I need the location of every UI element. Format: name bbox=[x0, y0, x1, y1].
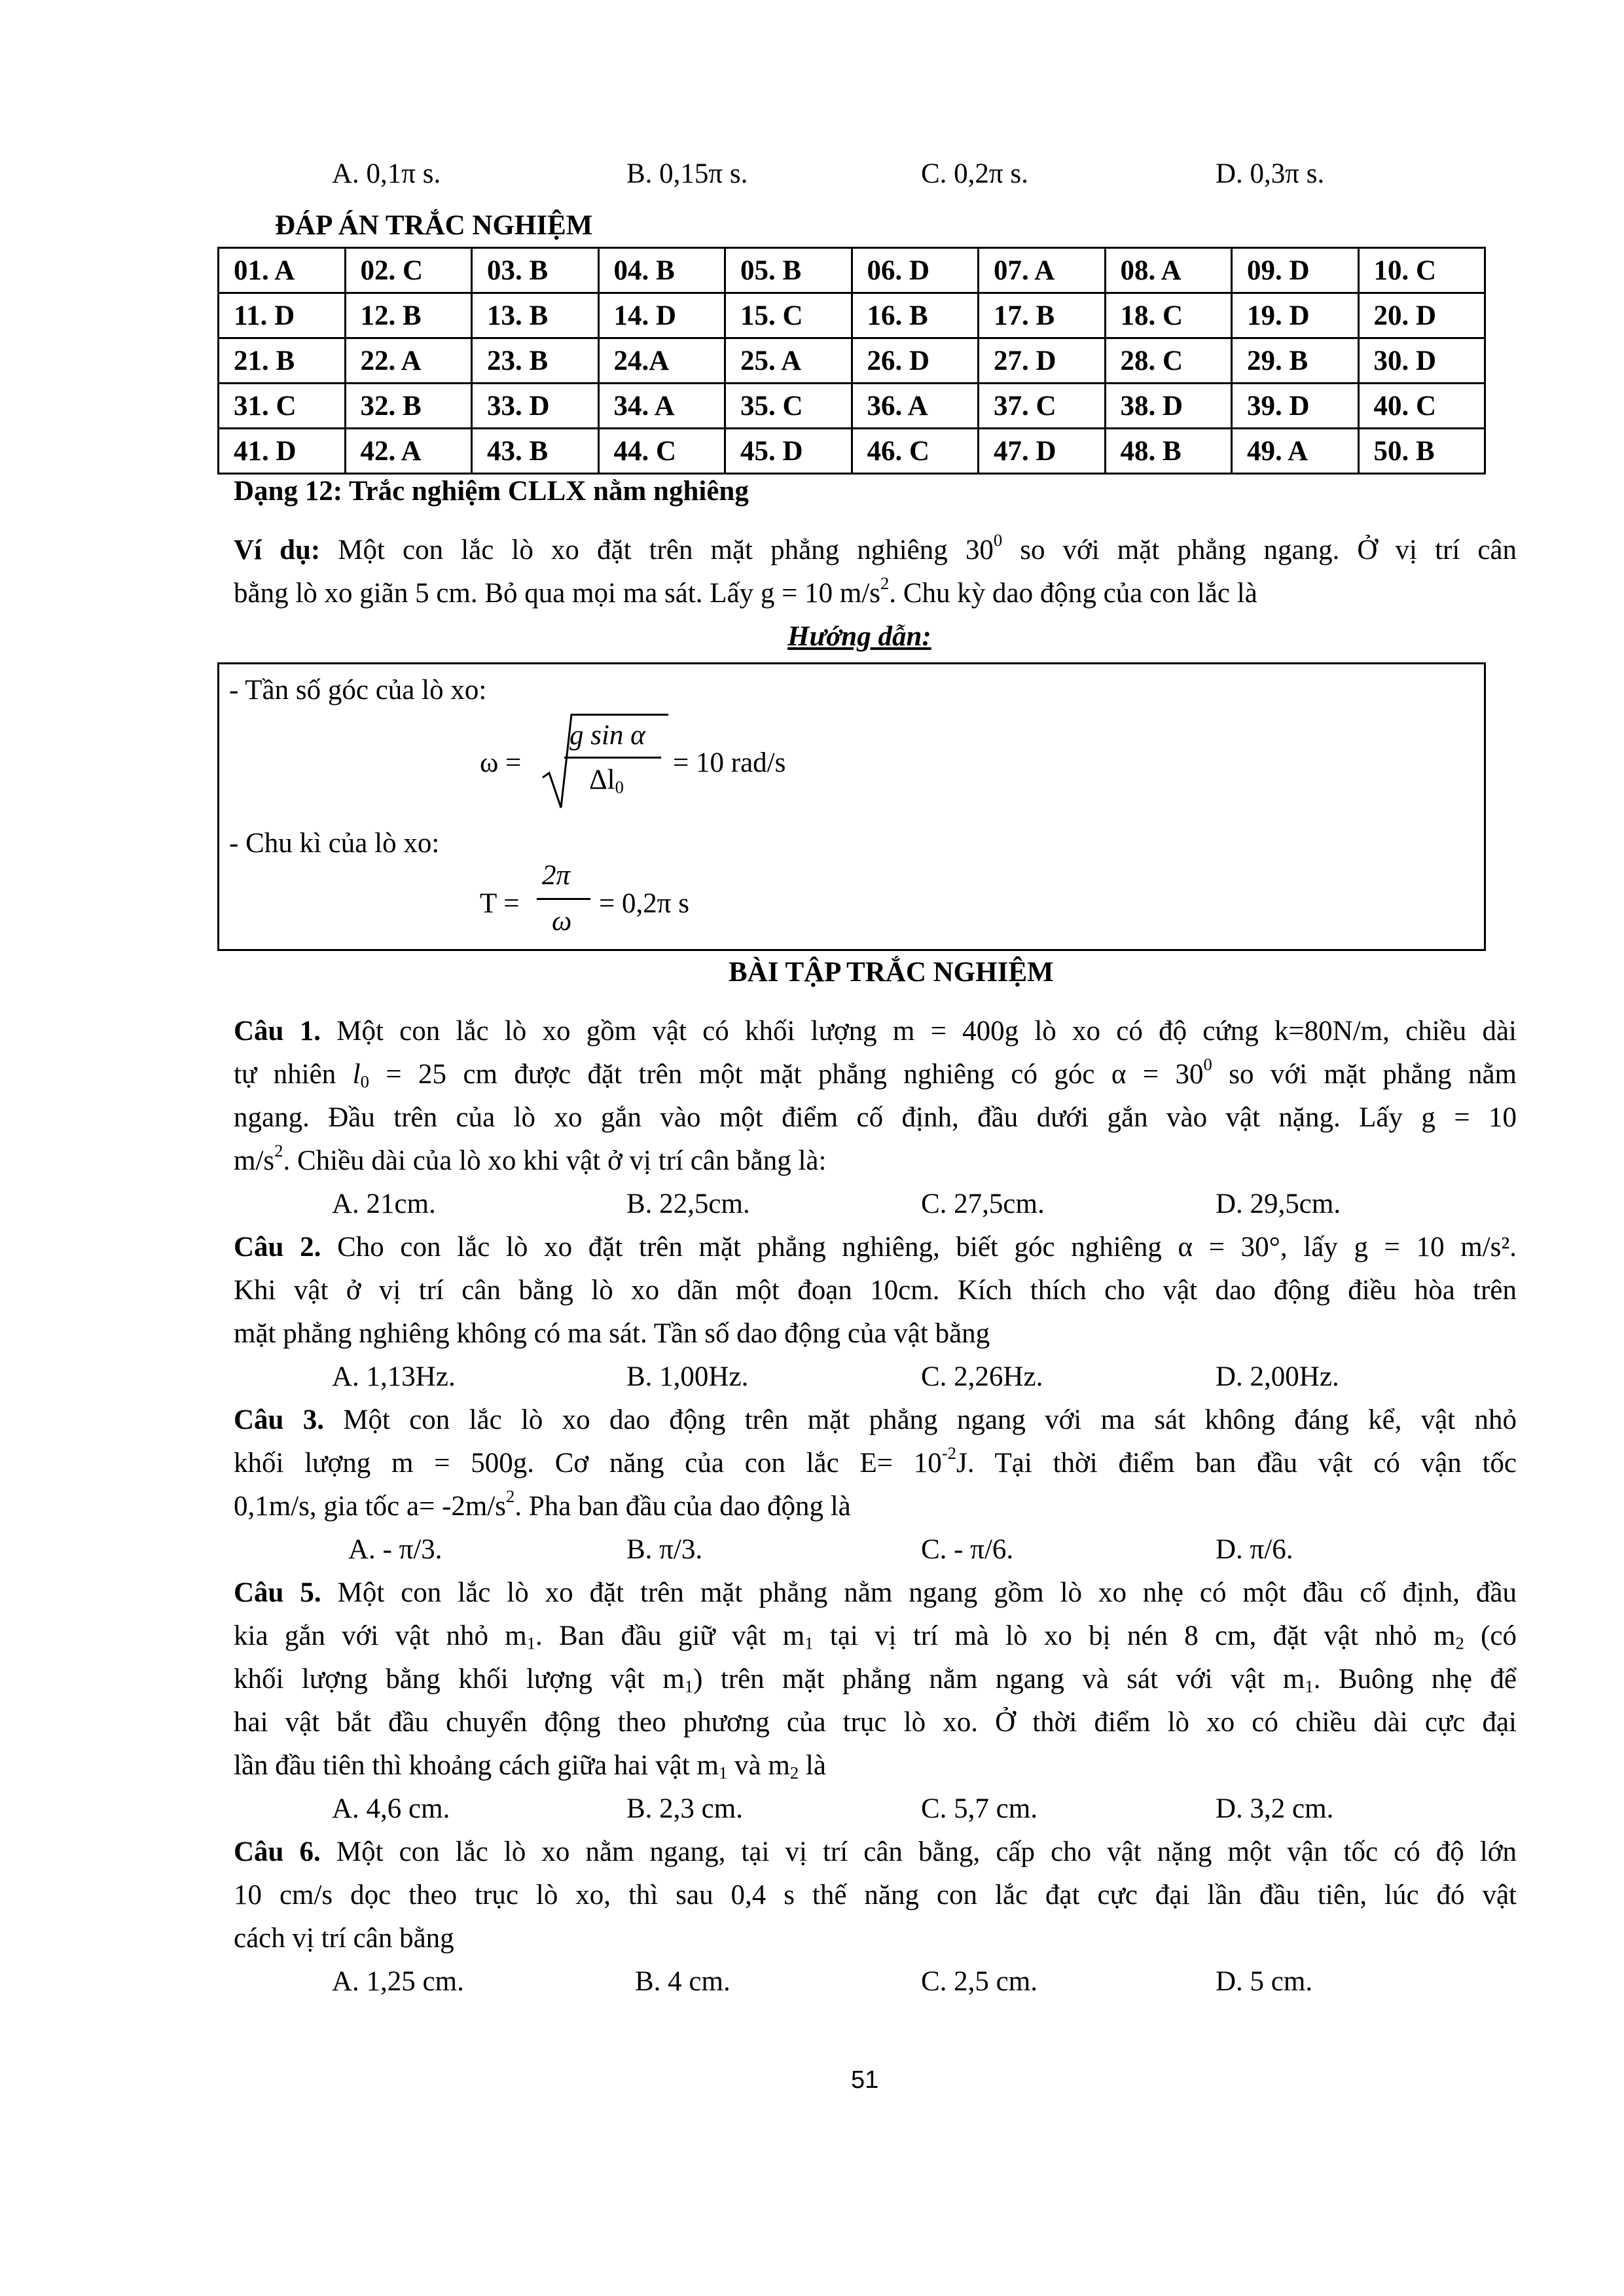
q2-option-d: D. 2,00Hz. bbox=[1216, 1361, 1339, 1392]
answer-cell: 07. A bbox=[979, 248, 1106, 293]
answer-cell: 27. D bbox=[979, 338, 1106, 384]
solution-step-1: - Tần số góc của lò xo: bbox=[229, 675, 487, 706]
q3-line-3: 0,1m/s, gia tốc $a= -2m/s^2$. Pha ban đầu của dao động là bbox=[234, 1486, 851, 1522]
answer-cell: 49. A bbox=[1232, 429, 1359, 474]
answer-row bbox=[219, 429, 1485, 474]
section-title: Dạng 12: Trắc nghiệm CLLX nằm nghiêng bbox=[234, 476, 749, 507]
answer-table bbox=[217, 247, 1486, 475]
page-number: 51 bbox=[851, 2066, 879, 2094]
q6-line-3: cách vị trí cân bằng bbox=[234, 1923, 454, 1954]
period-result: = 0,2π s bbox=[599, 888, 689, 919]
answer-cell: 36. A bbox=[852, 384, 979, 429]
answer-cell: 42. A bbox=[345, 429, 472, 474]
omega-denominator: $\Delta l_0$ bbox=[589, 764, 624, 797]
omega-fraction-bar bbox=[564, 757, 661, 759]
answer-cell: 01. A bbox=[219, 248, 346, 293]
answer-cell: 04. B bbox=[598, 248, 725, 293]
answer-cell: 34. A bbox=[598, 384, 725, 429]
q5-option-b: B. 2,3 cm. bbox=[626, 1793, 743, 1824]
q2-label: Câu 2. bbox=[234, 1232, 321, 1263]
answer-cell: 03. B bbox=[472, 248, 599, 293]
q5-line-3: khối lượng bằng khối lượng vật $m_1$) trên mặt phẳng nằm ngang và sát với vật $m_1$. Buông nhẹ để bbox=[234, 1664, 1517, 1696]
guide-title: Hướng dẫn: bbox=[787, 621, 931, 652]
answer-cell: 43. B bbox=[472, 429, 599, 474]
q2-option-b: B. 1,00Hz. bbox=[626, 1361, 749, 1392]
answer-cell: 23. B bbox=[472, 338, 599, 384]
example-label: Ví dụ: bbox=[234, 535, 321, 565]
q2-line-2: Khi vật ở vị trí cân bằng lò xo dãn một đoạn 10cm. Kích thích cho vật dao động điều hòa trên bbox=[234, 1275, 1517, 1306]
omega-lhs: ω = bbox=[480, 747, 522, 778]
q6-label: Câu 6. bbox=[234, 1837, 321, 1867]
q1-line-4: $m/s^2$. Chiều dài của lò xo khi vật ở vị trí cân bằng là: bbox=[234, 1141, 827, 1176]
answer-cell: 50. B bbox=[1358, 429, 1485, 474]
answer-cell: 25. A bbox=[725, 338, 852, 384]
answer-cell: 22. A bbox=[345, 338, 472, 384]
exercise-title: BÀI TẬP TRẮC NGHIỆM bbox=[729, 957, 1054, 988]
answer-cell: 18. C bbox=[1105, 293, 1232, 338]
period-numerator: 2π bbox=[542, 860, 571, 891]
answer-cell: 40. C bbox=[1358, 384, 1485, 429]
q1-option-a: A. 21cm. bbox=[332, 1189, 436, 1219]
q6-option-d: D. 5 cm. bbox=[1216, 1966, 1313, 1997]
example-line-1: Ví dụ: Một con lắc lò xo đặt trên mặt phẳng nghiêng $30^0$ so với mặt phẳng ngang. Ở vị trí cân bbox=[234, 530, 1517, 565]
answer-cell: 17. B bbox=[979, 293, 1106, 338]
answer-cell: 26. D bbox=[852, 338, 979, 384]
answer-cell: 41. D bbox=[219, 429, 346, 474]
q1-line-2: tự nhiên $l_0 = 25$ cm được đặt trên một mặt phẳng nghiêng có góc $\alpha = 30^0$ so với mặt phẳng nằm bbox=[234, 1054, 1517, 1092]
answer-cell: 38. D bbox=[1105, 384, 1232, 429]
q2-line-3: mặt phẳng nghiêng không có ma sát. Tần số dao động của vật bằng bbox=[234, 1318, 990, 1349]
prev-option-a: A. 0,1π s. bbox=[332, 158, 441, 189]
solution-step-2: - Chu kì của lò xo: bbox=[229, 828, 440, 859]
answer-cell: 21. B bbox=[219, 338, 346, 384]
answer-cell: 47. D bbox=[979, 429, 1106, 474]
answer-row bbox=[219, 338, 1485, 384]
answer-cell: 46. C bbox=[852, 429, 979, 474]
q3-line-2: khối lượng m = 500g. Cơ năng của con lắc $E= 10^{-2}J$. Tại thời điểm ban đầu vật có vận tốc bbox=[234, 1443, 1517, 1479]
q1-option-c: C. 27,5cm. bbox=[921, 1189, 1045, 1219]
q1-label: Câu 1. bbox=[234, 1016, 321, 1047]
q5-option-d: D. 3,2 cm. bbox=[1216, 1793, 1334, 1824]
answer-cell: 05. B bbox=[725, 248, 852, 293]
period-denominator: ω bbox=[552, 906, 572, 937]
q3-option-b: B. π/3. bbox=[626, 1534, 703, 1565]
q2-line-1: Câu 2. Cho con lắc lò xo đặt trên mặt phẳng nghiêng, biết góc nghiêng α = 30°, lấy g = 10 m/s². bbox=[234, 1232, 1517, 1263]
q6-option-c: C. 2,5 cm. bbox=[921, 1966, 1038, 1997]
answer-cell: 33. D bbox=[472, 384, 599, 429]
answer-cell: 24.A bbox=[598, 338, 725, 384]
q5-label: Câu 5. bbox=[234, 1577, 321, 1608]
answer-cell: 39. D bbox=[1232, 384, 1359, 429]
answer-cell: 15. C bbox=[725, 293, 852, 338]
q5-option-a: A. 4,6 cm. bbox=[332, 1793, 450, 1824]
answer-cell: 37. C bbox=[979, 384, 1106, 429]
q2-option-c: C. 2,26Hz. bbox=[921, 1361, 1043, 1392]
q3-option-d: D. π/6. bbox=[1216, 1534, 1293, 1565]
prev-option-b: B. 0,15π s. bbox=[626, 158, 748, 189]
answer-cell: 32. B bbox=[345, 384, 472, 429]
omega-result: = 10 rad/s bbox=[673, 747, 786, 778]
prev-option-d: D. 0,3π s. bbox=[1216, 158, 1325, 189]
answer-row bbox=[219, 248, 1485, 293]
answer-cell: 48. B bbox=[1105, 429, 1232, 474]
answer-cell: 10. C bbox=[1358, 248, 1485, 293]
q5-line-2: kia gắn với vật nhỏ $m_1$. Ban đầu giữ vật $m_1$ tại vị trí mà lò xo bị nén 8 cm, đặt vật nhỏ $m_2$ (có bbox=[234, 1621, 1517, 1653]
q6-option-b: B. 4 cm. bbox=[635, 1966, 731, 1997]
answer-row bbox=[219, 384, 1485, 429]
q1-line-1: Câu 1. Một con lắc lò xo gồm vật có khối lượng m = 400g lò xo có độ cứng k=80N/m, chiều dài bbox=[234, 1016, 1517, 1047]
answer-cell: 02. C bbox=[345, 248, 472, 293]
q1-line-3: ngang. Đầu trên của lò xo gắn vào một điểm cố định, đầu dưới gắn vào vật nặng. Lấy g = 10 bbox=[234, 1102, 1517, 1133]
q5-line-1: Câu 5. Một con lắc lò xo đặt trên mặt phẳng nằm ngang gồm lò xo nhẹ có một đầu cố định, đầu bbox=[234, 1577, 1517, 1608]
answer-cell: 13. B bbox=[472, 293, 599, 338]
answer-cell: 44. C bbox=[598, 429, 725, 474]
q5-line-4: hai vật bắt đầu chuyển động theo phương của trục lò xo. Ở thời điểm lò xo có chiều dài cực đại bbox=[234, 1707, 1517, 1738]
q1-option-b: B. 22,5cm. bbox=[626, 1189, 750, 1219]
answer-key-title: ĐÁP ÁN TRẮC NGHIỆM bbox=[275, 210, 593, 241]
answer-cell: 29. B bbox=[1232, 338, 1359, 384]
q3-option-a: A. - π/3. bbox=[348, 1534, 442, 1565]
period-lhs: T = bbox=[480, 888, 520, 919]
answer-cell: 45. D bbox=[725, 429, 852, 474]
q3-option-c: C. - π/6. bbox=[921, 1534, 1014, 1565]
q3-line-1: Câu 3. Một con lắc lò xo dao động trên mặt phẳng ngang với ma sát không đáng kể, vật nhỏ bbox=[234, 1405, 1517, 1435]
q3-label: Câu 3. bbox=[234, 1405, 324, 1435]
answer-cell: 14. D bbox=[598, 293, 725, 338]
answer-cell: 31. C bbox=[219, 384, 346, 429]
period-fraction-bar bbox=[537, 898, 590, 900]
q6-line-1: Câu 6. Một con lắc lò xo nằm ngang, tại vị trí cân bằng, cấp cho vật nặng một vận tốc có độ lớn bbox=[234, 1837, 1517, 1867]
q1-option-d: D. 29,5cm. bbox=[1216, 1189, 1341, 1219]
q2-option-a: A. 1,13Hz. bbox=[332, 1361, 456, 1392]
answer-row bbox=[219, 293, 1485, 338]
answer-cell: 20. D bbox=[1358, 293, 1485, 338]
answer-cell: 30. D bbox=[1358, 338, 1485, 384]
answer-cell: 08. A bbox=[1105, 248, 1232, 293]
answer-cell: 12. B bbox=[345, 293, 472, 338]
example-line-2: bằng lò xo giãn 5 cm. Bỏ qua mọi ma sát. Lấy g = 10 $m/s^2$. Chu kỳ dao động của con lắc là bbox=[234, 573, 1257, 609]
prev-option-c: C. 0,2π s. bbox=[921, 158, 1028, 189]
q6-line-2: 10 cm/s dọc theo trục lò xo, thì sau 0,4 s thế năng con lắc đạt cực đại lần đầu tiên, lúc đó vật bbox=[234, 1880, 1517, 1910]
answer-cell: 35. C bbox=[725, 384, 852, 429]
answer-cell: 06. D bbox=[852, 248, 979, 293]
q5-line-5: lần đầu tiên thì khoảng cách giữa hai vật $m_1$ và $m_2$ là bbox=[234, 1750, 826, 1783]
answer-cell: 09. D bbox=[1232, 248, 1359, 293]
omega-numerator: g sin α bbox=[569, 720, 645, 751]
answer-cell: 19. D bbox=[1232, 293, 1359, 338]
answer-cell: 11. D bbox=[219, 293, 346, 338]
q5-option-c: C. 5,7 cm. bbox=[921, 1793, 1038, 1824]
answer-cell: 28. C bbox=[1105, 338, 1232, 384]
answer-cell: 16. B bbox=[852, 293, 979, 338]
q6-option-a: A. 1,25 cm. bbox=[332, 1966, 464, 1997]
